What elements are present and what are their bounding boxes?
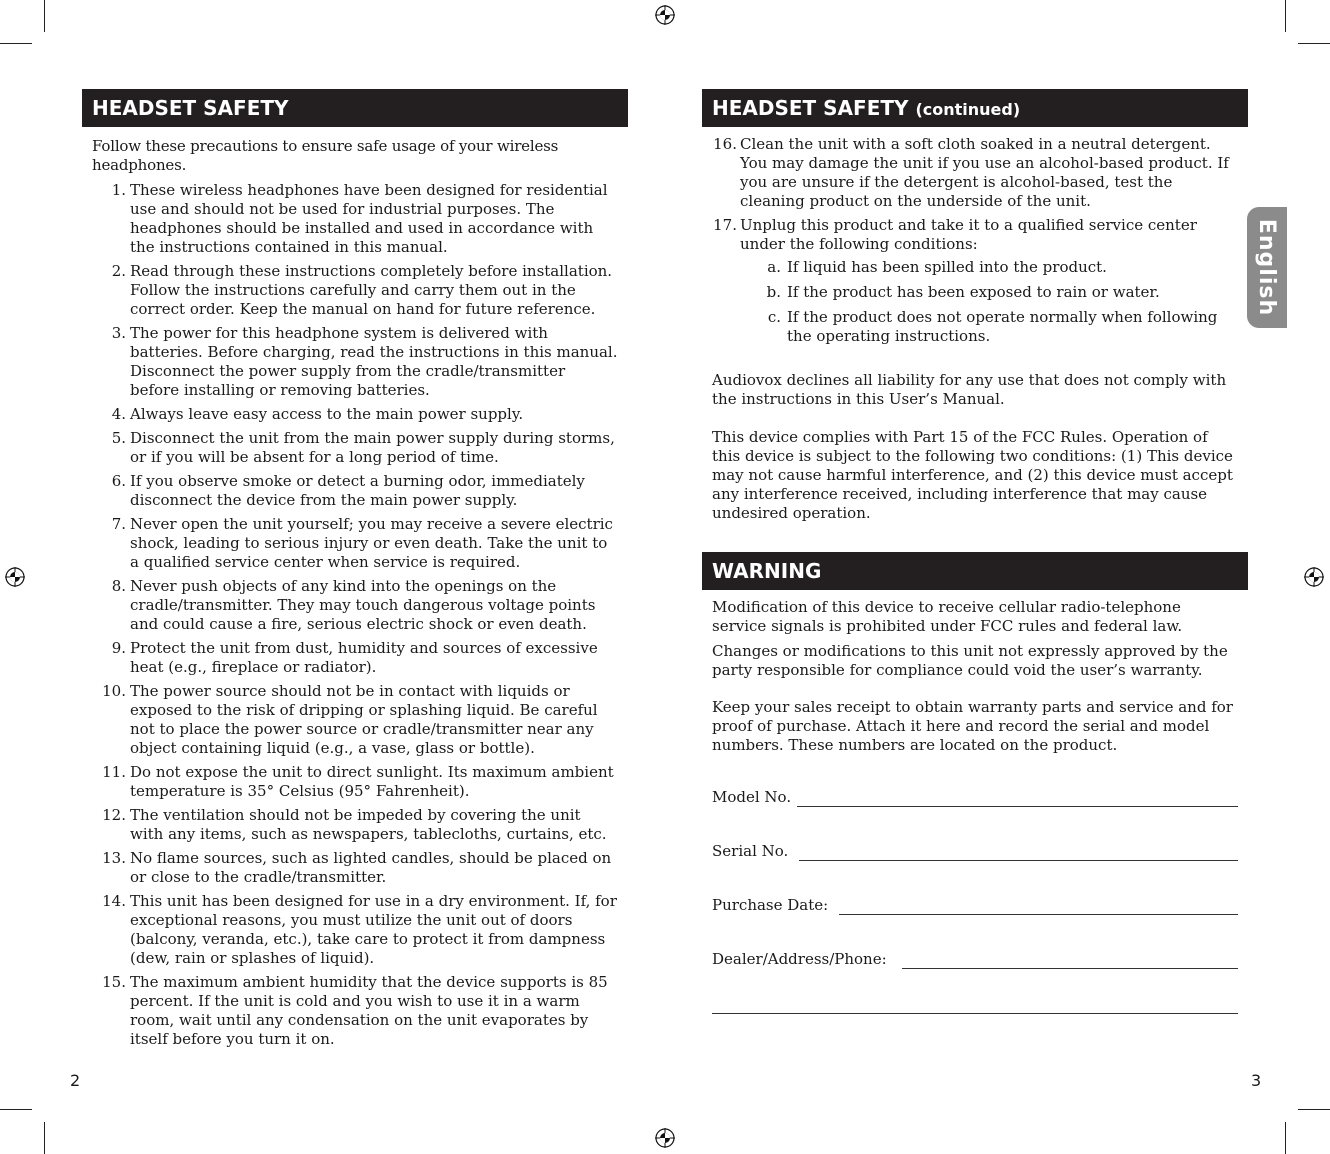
item-number: 6.	[111, 472, 126, 490]
item-text: The ventilation should not be impeded by covering the unit with any items, such as newspapers, tablecloths, curtains, etc.	[130, 806, 607, 843]
item-number: 4.	[111, 405, 126, 423]
page-number: 2	[70, 1071, 81, 1090]
list-item	[92, 515, 618, 572]
field-line[interactable]	[902, 954, 1238, 969]
item-text: The power source should not be in contact with liquids or exposed to the risk of dripping or splashing liquid. Be careful not to place the power source or cradle/transmitter near any object containing liquid (e.g., a vase, glass or bottle).	[130, 682, 598, 757]
section-heading: HEADSET SAFETY	[82, 89, 628, 127]
registration-mark-icon	[655, 1128, 675, 1148]
item-text: Always leave easy access to the main power supply.	[130, 405, 524, 423]
item-text: This unit has been designed for use in a dry environment. If, for exceptional reasons, you must utilize the unit out of doors (balcony, veranda, etc.), take care to protect it from dampness (dew, rain or splashes of liquid).	[130, 892, 617, 967]
list-item	[92, 472, 618, 510]
item-number: 2.	[111, 262, 126, 280]
item-number: 11.	[102, 763, 126, 781]
warning-text: Changes or modifications to this unit not expressly approved by the party responsible for compliance could void the user’s warranty.	[712, 642, 1228, 679]
field-label: Purchase Date:	[712, 896, 833, 914]
item-text: If liquid has been spilled into the product.	[787, 258, 1107, 276]
crop-mark	[1298, 43, 1330, 44]
item-number: 15.	[102, 973, 126, 991]
list-item	[92, 763, 618, 801]
fcc-text: This device complies with Part 15 of the FCC Rules. Operation of this device is subject to the following two conditions: (1) This device may not cause harmful interference, and (2) this device must accept any interference received, including interference that may cause undesired operation.	[712, 428, 1233, 522]
crop-mark	[1298, 1109, 1330, 1110]
purchase-date-field[interactable]	[712, 895, 1238, 915]
item-text: Read through these instructions completely before installation. Follow the instructions carefully and carry them out in the correct order. Keep the manual on hand for future reference.	[130, 262, 613, 318]
crop-mark	[1285, 1122, 1286, 1154]
item-letter: c.	[767, 308, 781, 326]
heading-suffix: (continued)	[915, 100, 1021, 119]
warning-heading: WARNING	[702, 552, 1248, 590]
item-text: Disconnect the unit from the main power supply during storms, or if you will be absent for a long period of time.	[130, 429, 615, 466]
registration-mark-icon	[1304, 567, 1324, 587]
receipt-text: Keep your sales receipt to obtain warranty parts and service and for proof of purchase. Attach it here and record the serial and model numbers. These numbers are located on the product.	[712, 698, 1233, 754]
list-item	[92, 806, 618, 844]
list-item	[92, 405, 618, 424]
item-text: The power for this headphone system is delivered with batteries. Before charging, read the instructions in this manual. Disconnect the power supply from the cradle/transmitter before installing or removing batteries.	[130, 324, 618, 399]
list-item	[92, 892, 618, 968]
condition-item	[712, 283, 1238, 302]
condition-list	[712, 258, 1238, 346]
model-number-field[interactable]	[712, 787, 1238, 807]
dealer-extra-line[interactable]	[712, 1013, 1238, 1014]
liability-text: Audiovox declines all liability for any use that does not comply with the instructions in this User’s Manual.	[712, 371, 1227, 408]
field-label: Dealer/Address/Phone:	[712, 950, 897, 968]
crop-mark	[44, 0, 45, 32]
field-line[interactable]	[839, 900, 1238, 915]
list-item: 17. Unplug this product and take it to a qualified service center under the following conditions:	[713, 216, 1197, 253]
list-item	[92, 324, 618, 400]
item-text: If the product does not operate normally when following the operating instructions.	[787, 308, 1218, 345]
condition-item	[712, 308, 1238, 346]
list-item: 16. Clean the unit with a soft cloth soaked in a neutral detergent. You may damage the unit if you use an alcohol-based product. If you are unsure if the detergent is alcohol-based, test the cleaning product on the underside of the unit.	[713, 135, 1229, 210]
list-item	[92, 181, 618, 257]
dealer-field[interactable]	[712, 949, 1238, 969]
item-number: 5.	[111, 429, 126, 447]
item-number: 9.	[111, 639, 126, 657]
item-text: Protect the unit from dust, humidity and sources of excessive heat (e.g., fireplace or radiator).	[130, 639, 598, 676]
item-number: 8.	[111, 577, 126, 595]
language-tab	[1247, 207, 1287, 328]
list-item	[92, 262, 618, 319]
warning-body	[702, 590, 1248, 1014]
crop-mark	[1285, 0, 1286, 32]
section-heading-continued	[702, 89, 1248, 127]
heading-text: HEADSET SAFETY	[712, 96, 909, 120]
field-line[interactable]	[797, 792, 1238, 807]
field-line[interactable]	[799, 846, 1238, 861]
section-body	[82, 127, 628, 1049]
item-letter: b.	[766, 283, 781, 301]
item-letter: a.	[767, 258, 781, 276]
item-number: 13.	[102, 849, 126, 867]
registration-mark-icon	[5, 567, 25, 587]
item-number: 10.	[102, 682, 126, 700]
item-number: 14.	[102, 892, 126, 910]
item-text: Do not expose the unit to direct sunlight. Its maximum ambient temperature is 35° Celsius (95° Fahrenheit).	[130, 763, 614, 800]
item-text: Never open the unit yourself; you may receive a severe electric shock, leading to serious injury or even death. Take the unit to a qualified service center when service is required.	[130, 515, 613, 571]
left-page	[82, 89, 628, 1054]
field-label: Model No.	[712, 788, 792, 806]
item-text: No flame sources, such as lighted candles, should be placed on or close to the cradle/transmitter.	[130, 849, 612, 886]
safety-list-continued	[712, 135, 1238, 254]
item-number: 3.	[111, 324, 126, 342]
crop-mark	[44, 1122, 45, 1154]
right-page	[702, 89, 1248, 1014]
list-item	[92, 429, 618, 467]
language-tab-label: English	[1254, 218, 1280, 317]
field-label: Serial No.	[712, 842, 794, 860]
item-text: If the product has been exposed to rain or water.	[787, 283, 1160, 301]
item-text: If you observe smoke or detect a burning odor, immediately disconnect the device from the main power supply.	[130, 472, 585, 509]
item-number: 1.	[111, 181, 126, 199]
page-number: 3	[1251, 1071, 1262, 1090]
item-text: Never push objects of any kind into the openings on the cradle/transmitter. They may touch dangerous voltage points and could cause a fire, serious electric shock or even death.	[130, 577, 596, 633]
list-item	[92, 577, 618, 634]
crop-mark	[0, 43, 32, 44]
condition-item	[712, 258, 1238, 277]
registration-mark-icon	[655, 5, 675, 25]
section-body	[702, 127, 1248, 523]
item-text: These wireless headphones have been designed for residential use and should not be used for industrial purposes. The headphones should be installed and used in accordance with the instructions contained in this manual.	[130, 181, 608, 256]
list-item	[92, 973, 618, 1049]
serial-number-field[interactable]	[712, 841, 1238, 861]
crop-mark	[0, 1109, 32, 1110]
item-number: 12.	[102, 806, 126, 824]
item-text: The maximum ambient humidity that the device supports is 85 percent. If the unit is cold and you wish to use it in a warm room, wait until any condensation on the unit evaporates by itself before you turn it on.	[130, 973, 608, 1048]
safety-list	[92, 181, 618, 1049]
list-item	[92, 639, 618, 677]
warning-text: Modification of this device to receive cellular radio-telephone service signals is prohibited under FCC rules and federal law.	[712, 598, 1183, 635]
item-number: 7.	[111, 515, 126, 533]
list-item	[92, 682, 618, 758]
list-item	[92, 849, 618, 887]
intro-text: Follow these precautions to ensure safe usage of your wireless headphones.	[92, 137, 559, 174]
